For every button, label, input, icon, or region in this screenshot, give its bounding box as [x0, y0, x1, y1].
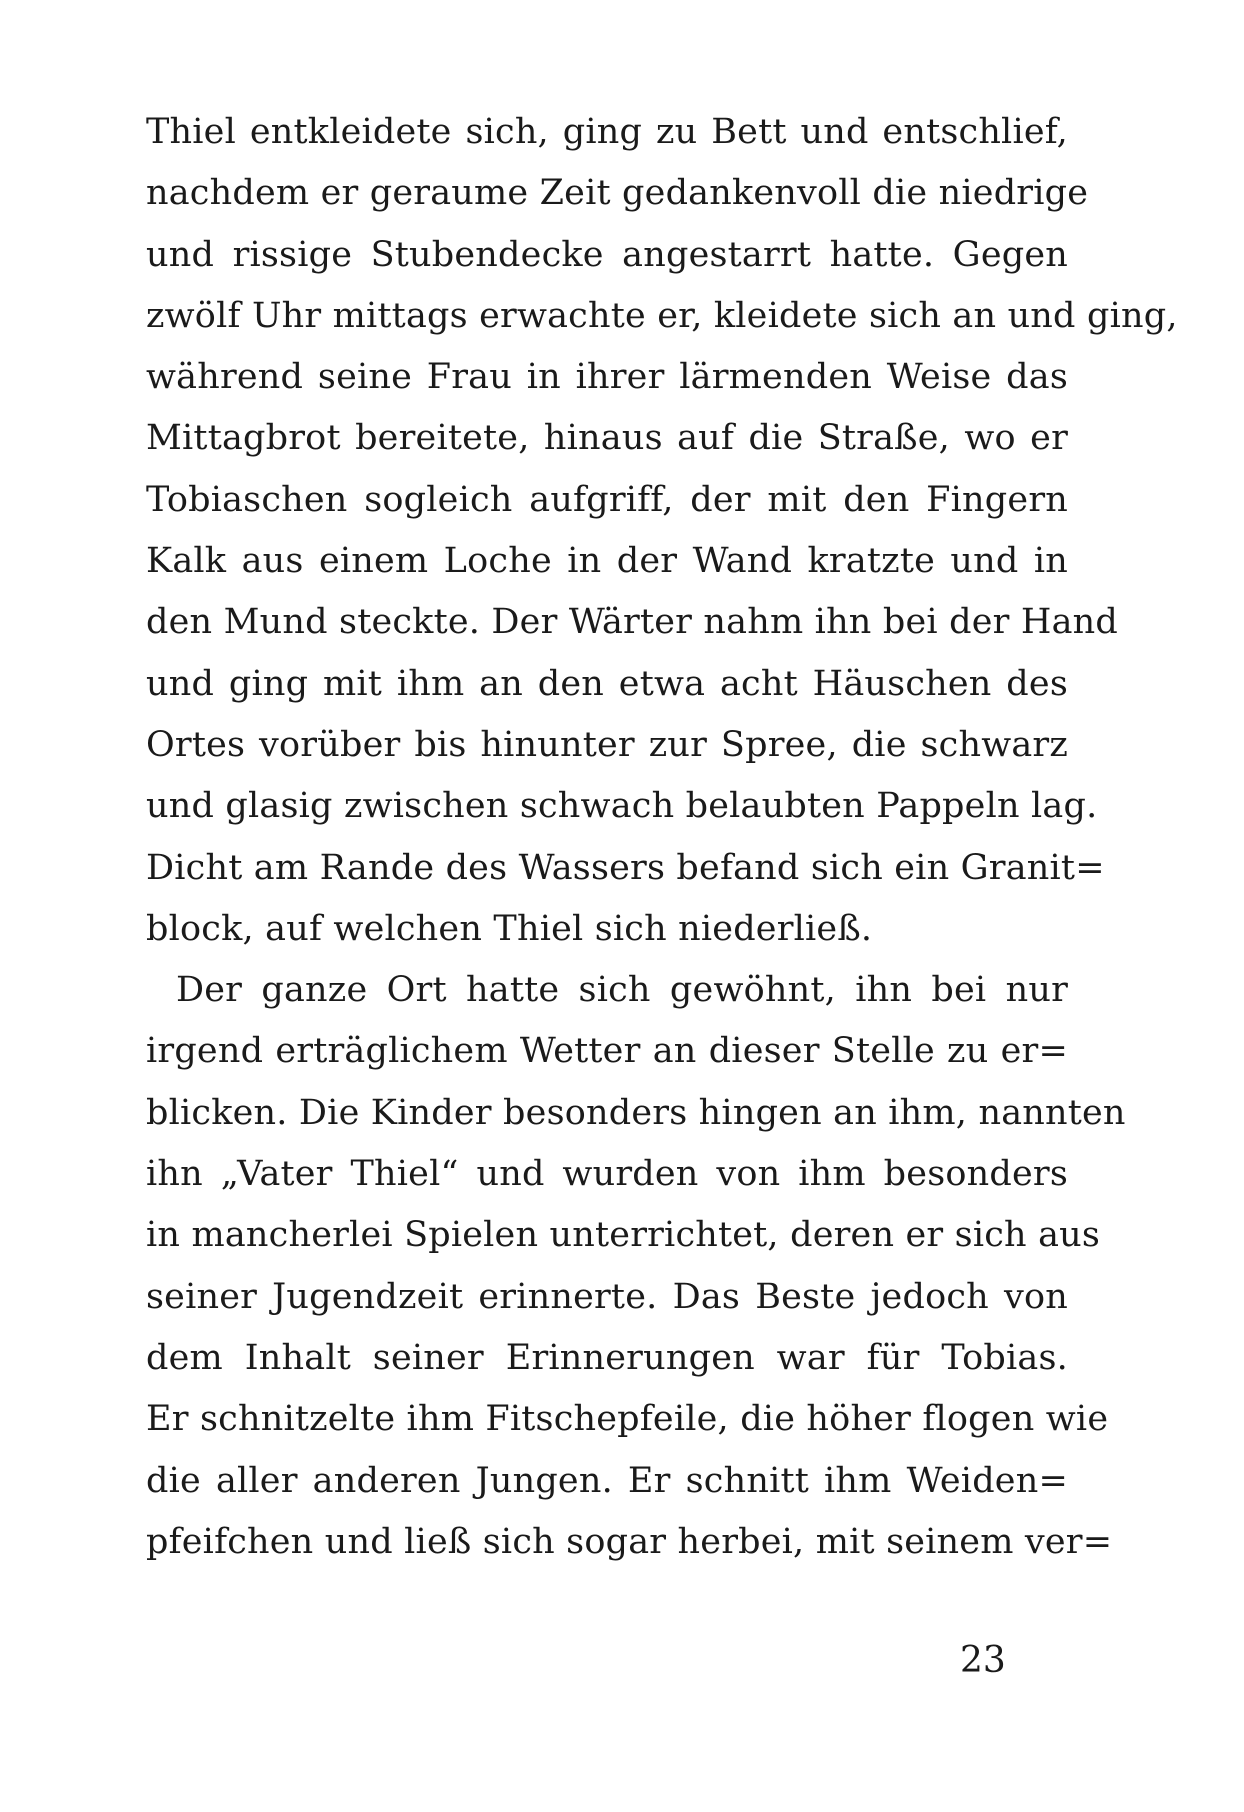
text-line: Ortes vorüber bis hinunter zur Spree, die schwarz — [146, 724, 1068, 765]
text-line: Dicht am Rande des Wassers befand sich ein Granit= — [146, 847, 1105, 888]
text-line: und glasig zwischen schwach belaubten Pappeln lag. — [146, 786, 1098, 827]
text-line: nachdem er geraume Zeit gedankenvoll die niedrige — [146, 173, 1089, 214]
text-line: ihn „Vater Thiel“ und wurden von ihm besonders — [146, 1154, 1068, 1195]
text-line: die aller anderen Jungen. Er schnitt ihm Weiden= — [146, 1460, 1068, 1501]
text-line: den Mund steckte. Der Wärter nahm ihn bei der Hand — [146, 602, 1119, 643]
text-line: block, auf welchen Thiel sich niederließ. — [146, 908, 873, 949]
text-line: während seine Frau in ihrer lärmenden Weise das — [146, 357, 1068, 398]
text-line: blicken. Die Kinder besonders hingen an ihm, nannten — [146, 1092, 1126, 1133]
paragraph-2 — [146, 960, 1126, 1573]
page-number: 23 — [960, 1640, 1006, 1681]
text-line: irgend erträglichem Wetter an dieser Stelle zu er= — [146, 1031, 1068, 1072]
text-line: in mancherlei Spielen unterrichtet, deren er sich aus — [146, 1215, 1101, 1256]
paragraph-1 — [146, 102, 1178, 960]
text-line: Der ganze Ort hatte sich gewöhnt, ihn bei nur — [176, 970, 1068, 1011]
text-line: dem Inhalt seiner Erinnerungen war für Tobias. — [146, 1337, 1068, 1378]
text-line: seiner Jugendzeit erinnerte. Das Beste jedoch von — [146, 1276, 1068, 1317]
text-line: pfeifchen und ließ sich sogar herbei, mit seinem ver= — [146, 1521, 1113, 1562]
body-text — [146, 102, 1178, 1573]
text-line: zwölf Uhr mittags erwachte er, kleidete sich an und ging, — [146, 295, 1178, 336]
text-line: Thiel entkleidete sich, ging zu Bett und entschlief, — [146, 112, 1068, 152]
text-line: Kalk aus einem Loche in der Wand kratzte und in — [146, 541, 1068, 582]
text-line: Mittagbrot bereitete, hinaus auf die Straße, wo er — [146, 418, 1068, 459]
text-line: und rissige Stubendecke angestarrt hatte. Gegen — [146, 234, 1068, 275]
text-line: Tobiaschen sogleich aufgriff, der mit den Fingern — [146, 479, 1068, 520]
text-line: und ging mit ihm an den etwa acht Häuschen des — [146, 663, 1068, 704]
text-line: Er schnitzelte ihm Fitschepfeile, die höher flogen wie — [146, 1399, 1109, 1440]
